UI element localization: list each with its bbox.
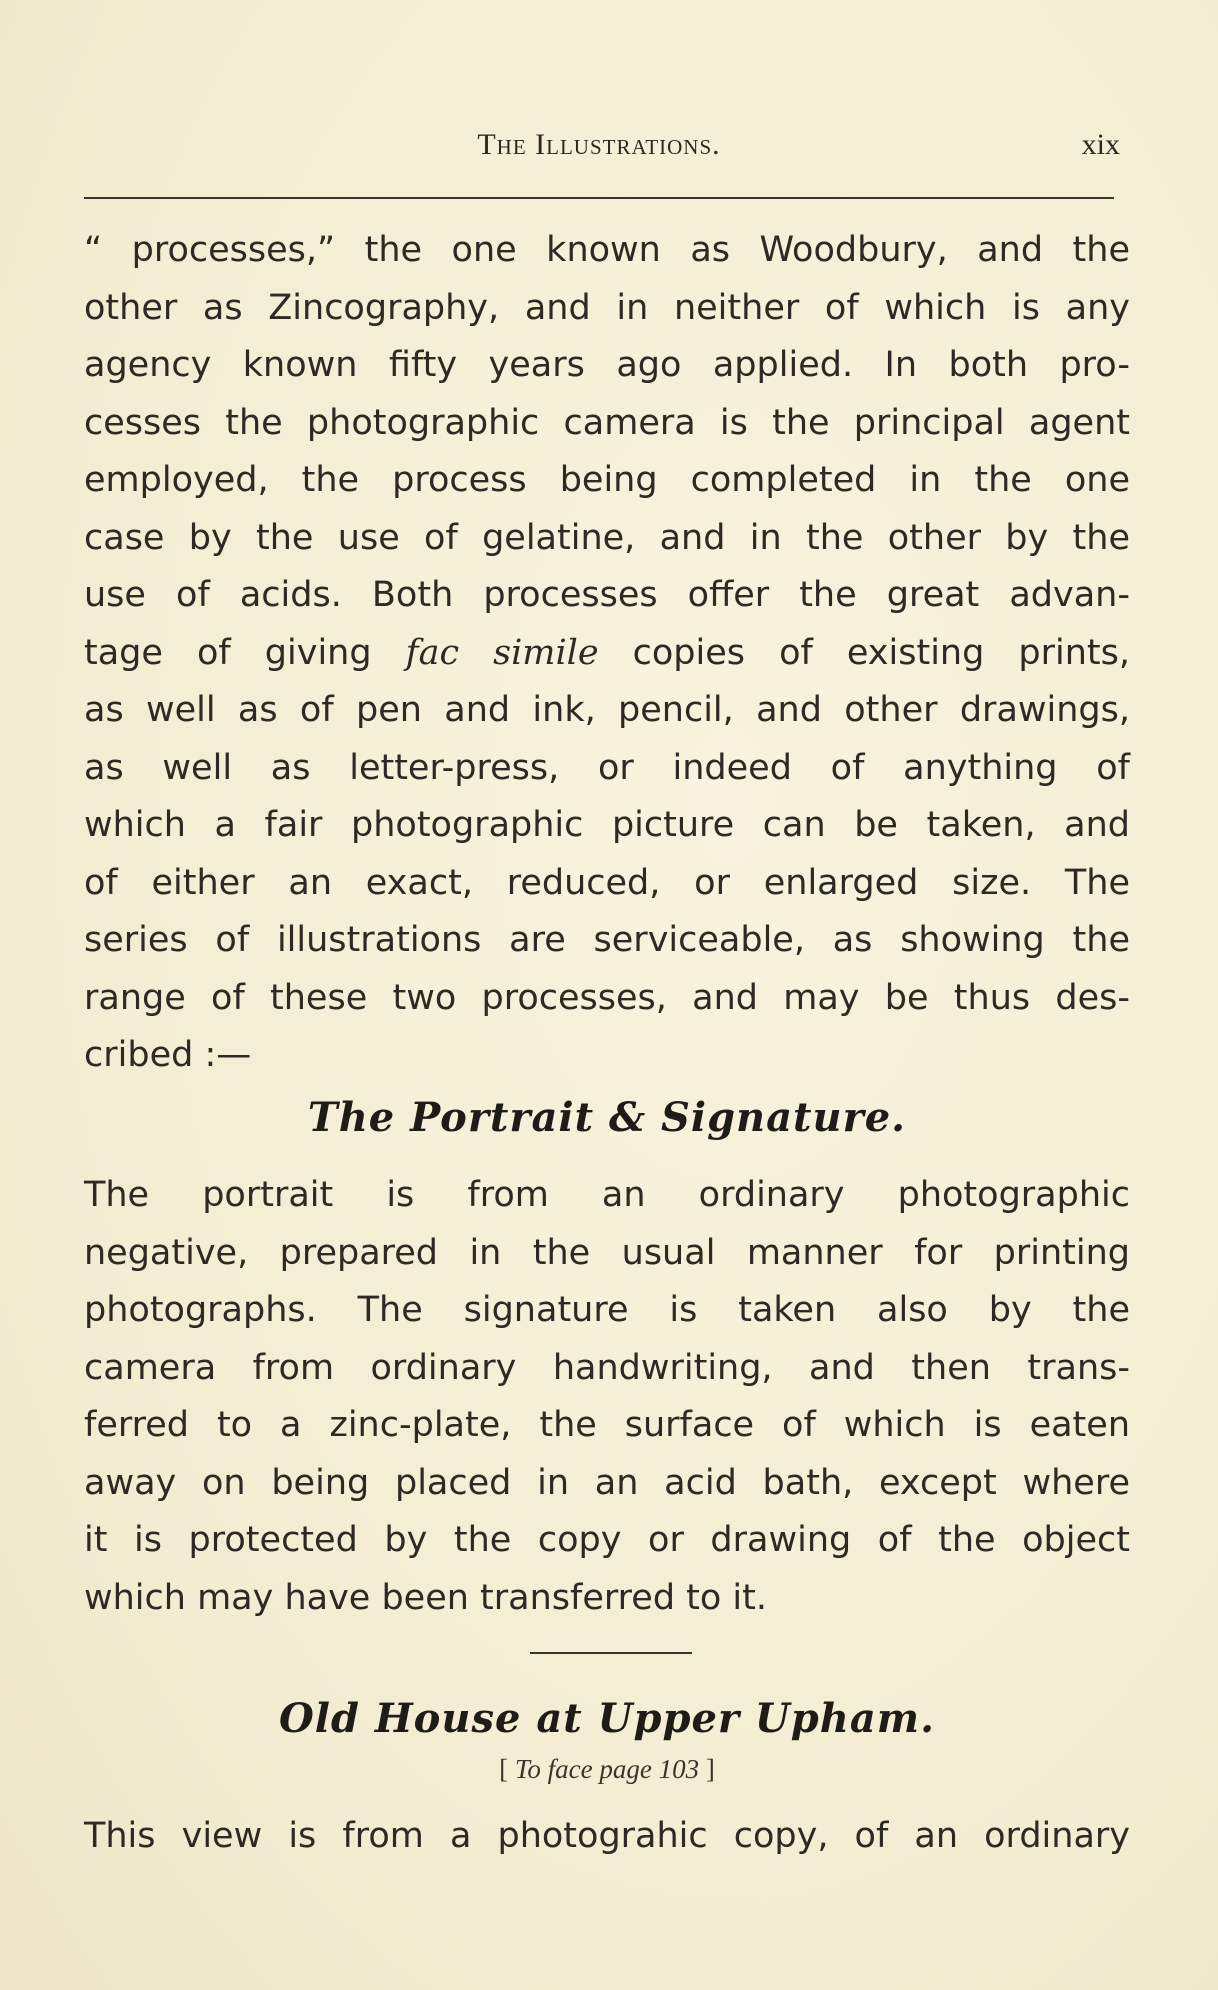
text-line: range of these two processes, and may be thus des- xyxy=(84,977,1130,1018)
text-line: use of acids. Both processes offer the great advan- xyxy=(84,575,1130,615)
text-line xyxy=(84,625,1130,683)
running-header xyxy=(84,128,1120,168)
text-line: which a fair photographic picture can be taken, and xyxy=(84,805,1130,845)
text-line: employed, the process being completed in the one xyxy=(84,460,1130,500)
header-rule xyxy=(84,197,1114,199)
running-title: The Illustrations. xyxy=(477,128,721,161)
text-segment: copies of existing prints, xyxy=(598,632,1130,673)
paragraph-2 xyxy=(84,1167,1130,1627)
text-segment: tage of giving xyxy=(84,632,406,673)
text-line: other as Zincography, and in neither of which is any xyxy=(84,287,1130,328)
text-line: camera from ordinary handwriting, and then trans- xyxy=(84,1347,1130,1388)
text-line: cesses the photographic camera is the principal agent xyxy=(84,402,1130,443)
text-line: The portrait is from an ordinary photographic xyxy=(84,1175,1130,1215)
text-line: series of illustrations are serviceable, as showing the xyxy=(84,920,1130,960)
text-line: it is protected by the copy or drawing of the object xyxy=(84,1520,1130,1560)
text-line: cribed :— xyxy=(84,1035,252,1075)
paragraph-1 xyxy=(84,222,1130,1085)
text-line: away on being placed in an acid bath, except where xyxy=(84,1462,1130,1503)
section-divider xyxy=(530,1652,692,1654)
text-line: This view is from a photograhic copy, of an ordinary xyxy=(84,1816,1130,1856)
section-heading-portrait: The Portrait & Signature. xyxy=(307,1094,907,1141)
text-line: agency known fifty years ago applied. In both pro- xyxy=(84,345,1130,385)
text-line: as well as of pen and ink, pencil, and other drawings, xyxy=(84,690,1130,730)
caption-bracket-open: [ xyxy=(499,1754,515,1784)
caption-text: To face page 103 xyxy=(514,1754,700,1784)
section-heading-old-house: Old House at Upper Upham. xyxy=(278,1695,936,1742)
paragraph-3 xyxy=(84,1808,1130,1866)
text-line: of either an exact, reduced, or enlarged size. The xyxy=(84,862,1130,903)
page-number: xix xyxy=(1081,128,1120,161)
face-page-caption xyxy=(84,1754,1130,1785)
text-line: which may have been transferred to it. xyxy=(84,1577,767,1618)
italic-phrase: fac simile xyxy=(405,632,599,673)
text-line: case by the use of gelatine, and in the other by the xyxy=(84,517,1130,558)
text-line: as well as letter-press, or indeed of anything of xyxy=(84,747,1130,788)
text-line: negative, prepared in the usual manner for printing xyxy=(84,1232,1130,1273)
text-line: photographs. The signature is taken also by the xyxy=(84,1290,1130,1330)
text-line: ferred to a zinc-plate, the surface of which is eaten xyxy=(84,1405,1130,1445)
caption-bracket-close: ] xyxy=(699,1754,715,1784)
text-line: “ processes,” the one known as Woodbury, and the xyxy=(84,230,1130,270)
